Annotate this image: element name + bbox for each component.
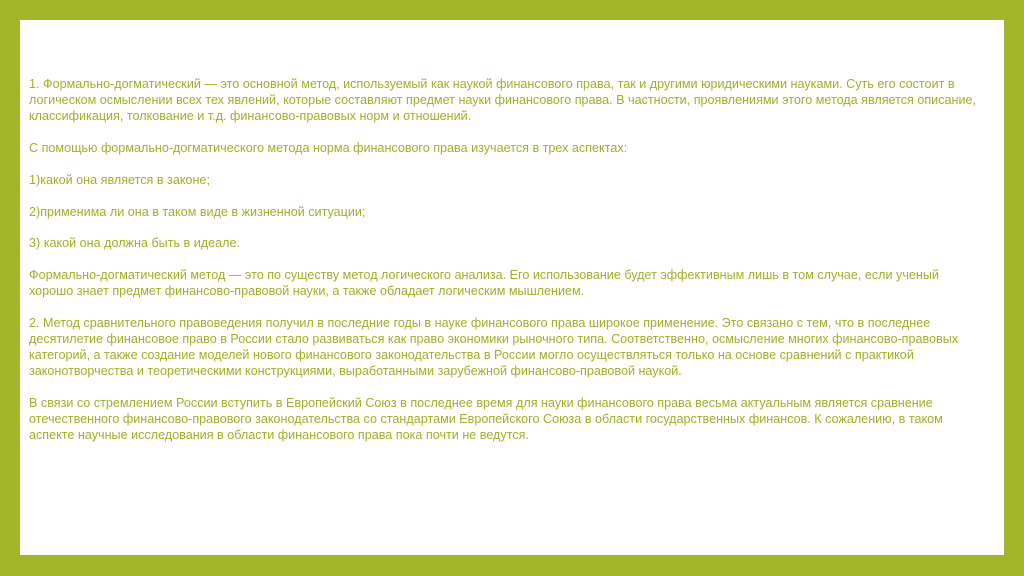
slide-panel — [20, 20, 1004, 555]
paragraph-aspect-3: 3) какой она должна быть в идеале. — [29, 236, 240, 251]
paragraph-three-aspects-intro: С помощью формально-догматического метода норма финансового права изучается в трех аспектах: — [29, 140, 628, 155]
paragraph-european-union: В связи со стремлением России вступить в Европейский Союз в последнее время для науки финансового права весьма актуальным является сравнение отечественного финансово-правового законодательства со стандартами Европейского Союза в области государственных финансов. К сожалению, в таком аспекте научные исследования в области финансового права пока почти не ведутся. — [29, 395, 943, 442]
paragraph-logical-analysis: Формально-догматический метод — это по существу метод логического анализа. Его использование будет эффективным лишь в том случае, если ученый хорошо знает предмет финансово-правовой науки, а также обладает логическим мышлением. — [29, 268, 939, 299]
paragraph-aspect-2: 2)применима ли она в таком виде в жизненной ситуации; — [29, 204, 366, 219]
paragraph-aspect-1: 1)какой она является в законе; — [29, 172, 210, 187]
paragraph-comparative-method: 2. Метод сравнительного правоведения получил в последние годы в науке финансового права широкое применение. Это связано с тем, что в последнее десятилетие финансовое право в России стало развиваться как право экономики рыночного типа. Соответственно, осмысление многих финансово-правовых категорий, а также создание моделей нового финансового законодательства в России могло осуществляться только на основе сравнений с практикой законотворчества и теоретическими конструкциями, выработанными зарубежной финансово-правовой наукой. — [29, 316, 959, 378]
paragraph-formal-dogmatic-method: 1. Формально-догматический — это основной метод, используемый как наукой финансового права, так и другими юридическими науками. Суть его состоит в логическом осмыслении всех тех явлений, которые составляют предмет науки финансового права. В частности, проявлениями этого метода является описание, классификация, толкование и т.д. финансово-правовых норм и отношений. — [29, 77, 977, 123]
slide-text-body — [29, 77, 979, 460]
